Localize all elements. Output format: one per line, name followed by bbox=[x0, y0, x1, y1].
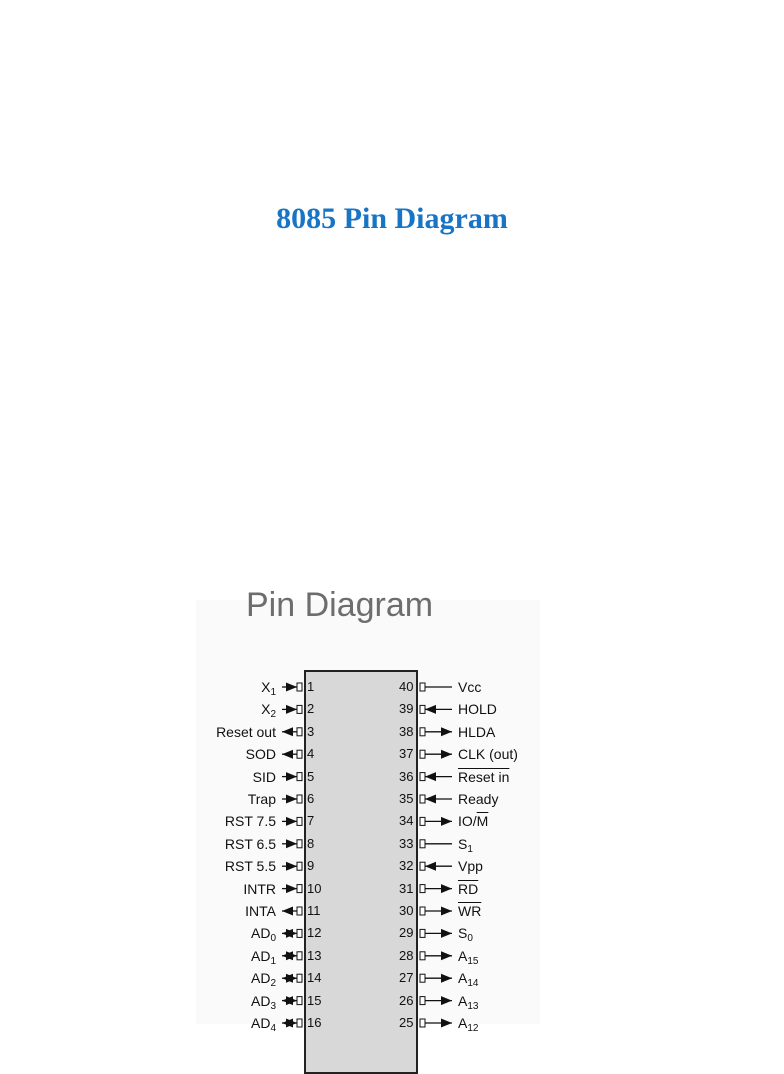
pin-stub-37 bbox=[420, 750, 425, 758]
pin-arrow-26 bbox=[441, 996, 452, 1005]
pin-label-6: Trap bbox=[247, 791, 276, 807]
pin-number-39: 39 bbox=[399, 701, 414, 717]
pin-number-13: 13 bbox=[307, 947, 322, 963]
pin-arrow-36 bbox=[425, 772, 436, 781]
pin-arrow-8 bbox=[286, 839, 297, 848]
pin-stub-38 bbox=[420, 728, 425, 736]
pin-stub-40 bbox=[420, 683, 425, 691]
pin-label-32: Vpp bbox=[458, 858, 483, 875]
pin-arrow-34 bbox=[441, 817, 452, 826]
pin-stub-35 bbox=[420, 795, 425, 803]
pin-stub-13 bbox=[297, 952, 302, 960]
pin-stub-9 bbox=[297, 862, 302, 870]
pin-number-40: 40 bbox=[399, 679, 414, 694]
pin-stub-15 bbox=[297, 997, 302, 1005]
pin-stub-26 bbox=[420, 997, 425, 1005]
pin-stub-36 bbox=[420, 773, 425, 781]
pin-label-15: $AD_3$ bbox=[250, 992, 276, 1012]
pin-stub-4 bbox=[297, 750, 302, 758]
pin-label-1: $X_1$ bbox=[261, 679, 276, 698]
pin-number-37: 37 bbox=[399, 746, 414, 762]
pin-arrow-1 bbox=[286, 683, 297, 692]
pin-arrow-38 bbox=[441, 727, 452, 736]
pin-number-11: 11 bbox=[307, 903, 321, 918]
pin-label-3: Reset out bbox=[216, 723, 276, 740]
pin-number-9: 9 bbox=[307, 858, 315, 874]
pin-arrow-29 bbox=[441, 929, 452, 938]
pin-stub-34 bbox=[420, 817, 425, 825]
pin-number-3: 3 bbox=[307, 723, 315, 739]
pin-label-39: HOLD bbox=[458, 701, 497, 718]
page-title: 8085 Pin Diagram bbox=[276, 202, 508, 235]
pin-arrow-6 bbox=[286, 795, 297, 804]
pin-stub-30 bbox=[420, 907, 425, 915]
pin-arrow-35 bbox=[425, 795, 436, 804]
pin-stub-25 bbox=[420, 1019, 425, 1027]
pin-stub-14 bbox=[297, 974, 302, 982]
pin-arrow-28 bbox=[441, 951, 452, 960]
pin-label-8: RST 6.5 bbox=[224, 835, 276, 852]
pin-label-28: $A_{15}$ bbox=[458, 947, 479, 967]
pin-arrow-3 bbox=[282, 727, 293, 736]
pin-label-37: CLK (out) bbox=[458, 746, 518, 763]
pin-arrow-25 bbox=[441, 1019, 452, 1028]
pin-arrow-5 bbox=[286, 772, 297, 781]
pin-label-16: $AD_4$ bbox=[250, 1015, 276, 1034]
pin-label-12: $AD_0$ bbox=[250, 925, 276, 945]
pin-number-6: 6 bbox=[307, 791, 315, 806]
pin-arrow-10 bbox=[286, 884, 297, 893]
pin-stub-33 bbox=[420, 840, 425, 848]
pin-label-33: $S_1$ bbox=[458, 835, 473, 855]
pin-number-30: 30 bbox=[399, 903, 414, 918]
pin-label-29: $S_0$ bbox=[458, 925, 473, 945]
pin-number-4: 4 bbox=[307, 746, 315, 762]
pin-label-25: $A_{12}$ bbox=[458, 1015, 479, 1034]
pin-arrow-30 bbox=[441, 907, 452, 916]
pin-number-25: 25 bbox=[399, 1015, 414, 1030]
pin-label-2: $X_2$ bbox=[261, 701, 276, 721]
pin-number-1: 1 bbox=[307, 679, 315, 694]
pin-number-14: 14 bbox=[307, 970, 322, 986]
pin-stub-32 bbox=[420, 862, 425, 870]
pin-label-13: $AD_1$ bbox=[250, 947, 276, 967]
pin-arrow-7 bbox=[286, 817, 297, 826]
pin-arrow-39 bbox=[425, 705, 436, 714]
pin-label-10: INTR bbox=[243, 880, 276, 897]
pin-stub-10 bbox=[297, 885, 302, 893]
pin-label-40: Vcc bbox=[458, 679, 482, 695]
pin-number-2: 2 bbox=[307, 701, 315, 717]
pin-label-4: SOD bbox=[245, 746, 276, 763]
pin-stub-3 bbox=[297, 728, 302, 736]
pin-label-31: $\overline{RD}$ bbox=[458, 880, 479, 897]
pin-stub-29 bbox=[420, 929, 425, 937]
figure-title: Pin Diagram bbox=[246, 586, 434, 624]
pin-label-14: $AD_2$ bbox=[250, 970, 276, 990]
pin-number-38: 38 bbox=[399, 723, 414, 739]
pin-arrow-2 bbox=[286, 705, 297, 714]
pin-arrow-9 bbox=[286, 862, 297, 871]
pin-number-16: 16 bbox=[307, 1015, 322, 1030]
pin-number-5: 5 bbox=[307, 768, 315, 784]
pin-stub-27 bbox=[420, 974, 425, 982]
pin-label-36: Reset in bbox=[458, 768, 510, 785]
pin-number-29: 29 bbox=[399, 925, 414, 941]
pin-number-28: 28 bbox=[399, 947, 414, 963]
pin-number-33: 33 bbox=[399, 835, 414, 851]
pin-stub-28 bbox=[420, 952, 425, 960]
pin-label-9: RST 5.5 bbox=[224, 858, 276, 875]
pin-number-27: 27 bbox=[399, 970, 414, 986]
pin-label-30: $\overline{WR}$ bbox=[458, 903, 482, 919]
pin-stub-6 bbox=[297, 795, 302, 803]
pin-diagram-figure bbox=[190, 580, 540, 1034]
pin-stub-31 bbox=[420, 885, 425, 893]
pin-stub-16 bbox=[297, 1019, 302, 1027]
pin-stub-7 bbox=[297, 817, 302, 825]
pin-label-26: $A_{13}$ bbox=[458, 992, 479, 1012]
pin-number-31: 31 bbox=[399, 880, 414, 896]
pin-number-12: 12 bbox=[307, 925, 322, 941]
pin-stub-1 bbox=[297, 683, 302, 691]
pin-label-35: Ready bbox=[458, 791, 499, 807]
pin-stub-2 bbox=[297, 705, 302, 713]
pin-number-34: 34 bbox=[399, 813, 414, 829]
pin-number-26: 26 bbox=[399, 992, 414, 1008]
pin-stub-5 bbox=[297, 773, 302, 781]
pin-arrow-4 bbox=[282, 750, 293, 759]
pin-arrow-37 bbox=[441, 750, 452, 759]
pin-number-8: 8 bbox=[307, 835, 315, 851]
pin-stub-8 bbox=[297, 840, 302, 848]
pin-label-5: SID bbox=[252, 768, 276, 785]
pin-label-11: INTA bbox=[245, 903, 276, 919]
pin-arrow-11 bbox=[282, 907, 293, 916]
pin-number-15: 15 bbox=[307, 992, 322, 1008]
pin-number-10: 10 bbox=[307, 880, 322, 896]
pin-number-32: 32 bbox=[399, 858, 414, 874]
pin-stub-39 bbox=[420, 705, 425, 713]
pin-stub-11 bbox=[297, 907, 302, 915]
pin-arrow-32 bbox=[425, 862, 436, 871]
pin-arrow-27 bbox=[441, 974, 452, 983]
pin-label-34: $IO/\overline{M}$ bbox=[458, 813, 489, 830]
pin-stub-12 bbox=[297, 929, 302, 937]
pin-number-36: 36 bbox=[399, 768, 414, 784]
pin-arrow-31 bbox=[441, 884, 452, 893]
pin-label-7: RST 7.5 bbox=[224, 813, 276, 830]
pin-number-35: 35 bbox=[399, 791, 414, 806]
pin-number-7: 7 bbox=[307, 813, 315, 829]
pin-label-38: HLDA bbox=[458, 723, 496, 740]
pin-label-27: $A_{14}$ bbox=[458, 970, 479, 990]
